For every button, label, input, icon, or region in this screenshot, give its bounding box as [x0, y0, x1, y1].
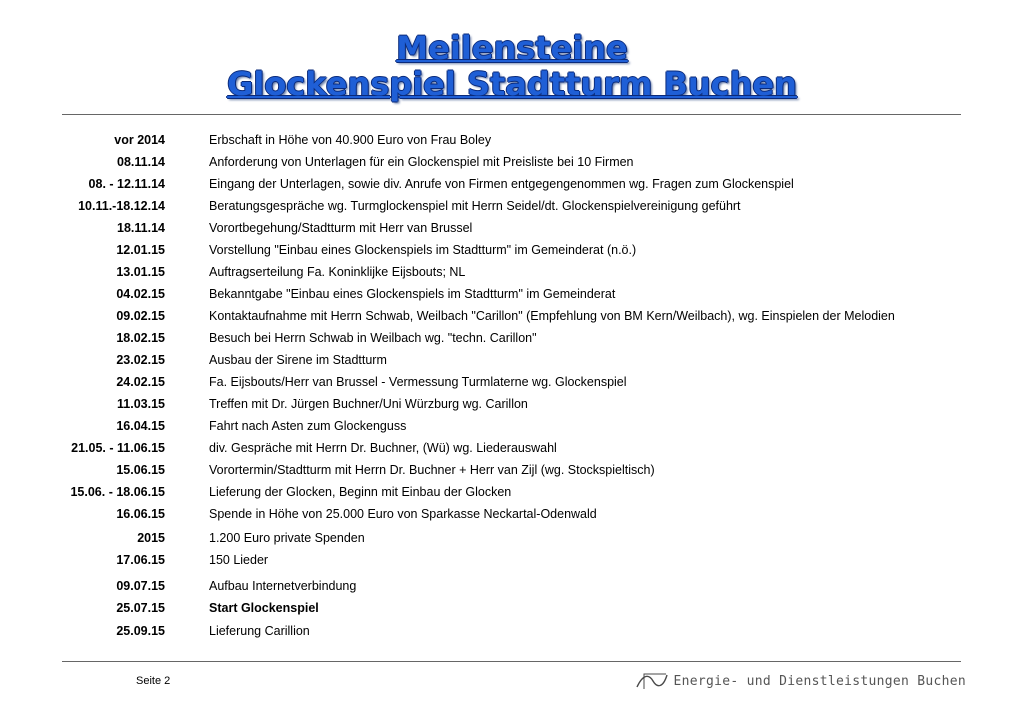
milestone-description: Kontaktaufnahme mit Herrn Schwab, Weilbach "Carillon" (Empfehlung von BM Kern/Weilbach), wg. Einspielen der Melodien: [209, 309, 895, 323]
milestone-description: Lieferung Carillion: [209, 624, 310, 638]
milestone-date: 09.07.15: [116, 579, 165, 593]
milestone-description: Lieferung der Glocken, Beginn mit Einbau der Glocken: [209, 485, 512, 499]
milestone-description: Ausbau der Sirene im Stadtturm: [209, 353, 387, 367]
milestone-description: div. Gespräche mit Herrn Dr. Buchner, (Wü) wg. Liederauswahl: [209, 441, 557, 455]
milestone-row: [0, 284, 1024, 306]
milestone-date: 15.06.15: [116, 463, 165, 477]
milestone-row: [0, 372, 1024, 394]
milestone-row: [0, 218, 1024, 240]
milestone-description: Spende in Höhe von 25.000 Euro von Sparkasse Neckartal-Odenwald: [209, 507, 597, 521]
title-line-2: Glockenspiel Stadtturm Buchen: [227, 65, 797, 103]
milestone-date: 16.04.15: [116, 419, 165, 433]
milestone-row: [0, 240, 1024, 262]
title-line-1: Meilensteine: [396, 29, 628, 67]
milestone-row: [0, 174, 1024, 196]
milestone-description: Erbschaft in Höhe von 40.900 Euro von Frau Boley: [209, 133, 492, 147]
milestone-date: 21.05. - 11.06.15: [71, 441, 165, 455]
milestone-description: Eingang der Unterlagen, sowie div. Anrufe von Firmen entgegengenommen wg. Fragen zum Glockenspiel: [209, 177, 794, 191]
milestone-row: [0, 262, 1024, 284]
milestone-date: 25.07.15: [116, 601, 165, 615]
milestone-row: [0, 528, 1024, 550]
milestone-row: [0, 550, 1024, 572]
milestone-date: 15.06. - 18.06.15: [70, 485, 165, 499]
milestone-row: [0, 350, 1024, 372]
milestone-row: [0, 394, 1024, 416]
milestone-row: [0, 196, 1024, 218]
wave-logo-icon: [635, 670, 669, 692]
milestone-row: [0, 328, 1024, 350]
milestone-date: 13.01.15: [116, 265, 165, 279]
milestone-row: [0, 504, 1024, 526]
milestone-row: [0, 152, 1024, 174]
milestone-description: Auftragserteilung Fa. Koninklijke Eijsbouts; NL: [209, 265, 466, 279]
milestone-date: 09.02.15: [116, 309, 165, 323]
milestone-description: 1.200 Euro private Spenden: [209, 531, 365, 545]
milestone-row: [0, 621, 1024, 643]
milestone-description: Fahrt nach Asten zum Glockenguss: [209, 419, 407, 433]
milestone-row: [0, 438, 1024, 460]
milestone-date: 17.06.15: [116, 553, 165, 567]
milestone-row: [0, 576, 1024, 598]
milestone-description: Beratungsgespräche wg. Turmglockenspiel mit Herrn Seidel/dt. Glockenspielvereinigung geführt: [209, 199, 741, 213]
milestone-description: Vorstellung "Einbau eines Glockenspiels im Stadtturm" im Gemeinderat (n.ö.): [209, 243, 637, 257]
milestone-date: 12.01.15: [116, 243, 165, 257]
milestone-date: 18.11.14: [117, 221, 165, 235]
milestone-date: 25.09.15: [116, 624, 165, 638]
brand-name: Energie- und Dienstleistungen Buchen: [673, 673, 966, 689]
milestone-description: Vorortbegehung/Stadtturm mit Herr van Brussel: [209, 221, 473, 235]
milestone-description: Anforderung von Unterlagen für ein Glockenspiel mit Preisliste bei 10 Firmen: [209, 155, 634, 169]
milestone-row: [0, 460, 1024, 482]
milestone-description: Aufbau Internetverbindung: [209, 579, 357, 593]
milestone-description: Bekanntgabe "Einbau eines Glockenspiels im Stadtturm" im Gemeinderat: [209, 287, 616, 301]
milestone-date: 2015: [137, 531, 165, 545]
milestone-date: 16.06.15: [116, 507, 165, 521]
milestone-description: Vorortermin/Stadtturm mit Herrn Dr. Buchner + Herr van Zijl (wg. Stockspieltisch): [209, 463, 655, 477]
milestone-description: 150 Lieder: [209, 553, 269, 567]
milestone-row: [0, 598, 1024, 620]
page-number: Seite 2: [136, 675, 171, 687]
milestone-date: 10.11.-18.12.14: [78, 199, 165, 213]
milestone-date: 04.02.15: [116, 287, 165, 301]
milestone-description: Fa. Eijsbouts/Herr van Brussel - Vermessung Turmlaterne wg. Glockenspiel: [209, 375, 627, 389]
milestone-row: [0, 130, 1024, 152]
milestone-date: 24.02.15: [116, 375, 165, 389]
milestone-date: 08. - 12.11.14: [88, 177, 165, 191]
bottom-divider: [62, 661, 961, 662]
milestone-date: 23.02.15: [116, 353, 165, 367]
milestone-date: vor 2014: [114, 133, 165, 147]
milestone-description: Treffen mit Dr. Jürgen Buchner/Uni Würzburg wg. Carillon: [209, 397, 528, 411]
footer-brand: [635, 670, 966, 692]
milestone-description: Start Glockenspiel: [209, 601, 319, 615]
milestone-date: 18.02.15: [116, 331, 165, 345]
milestone-description: Besuch bei Herrn Schwab in Weilbach wg. "techn. Carillon": [209, 331, 537, 345]
top-divider: [62, 114, 961, 115]
milestone-date: 11.03.15: [117, 397, 165, 411]
milestone-date: 08.11.14: [117, 155, 165, 169]
milestone-row: [0, 306, 1024, 328]
milestone-row: [0, 482, 1024, 504]
milestone-row: [0, 416, 1024, 438]
page-title: [0, 28, 1024, 103]
